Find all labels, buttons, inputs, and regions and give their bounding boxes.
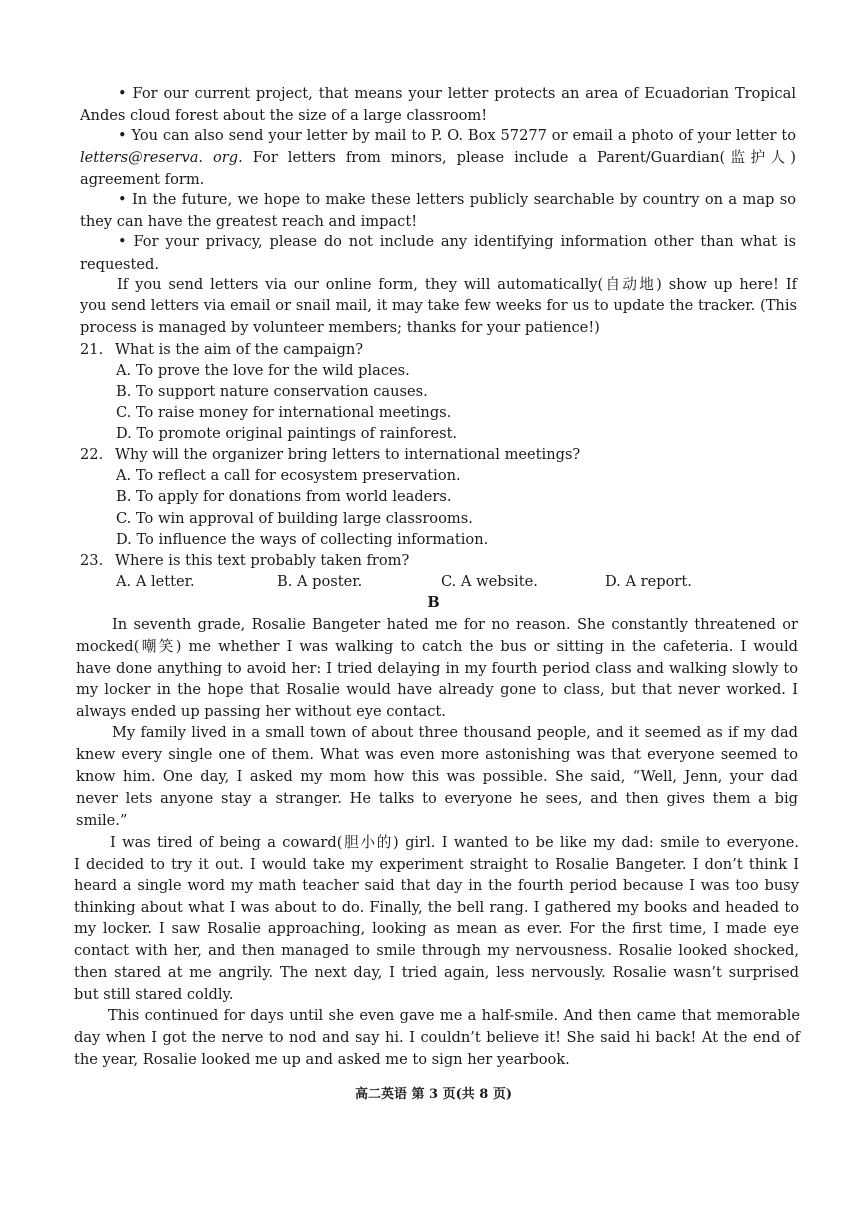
passage-line: heard a single word my math teacher said that day in the fourth period because I was too busy [74,877,799,894]
option-a: A. To prove the love for the wild places. [116,362,410,379]
passage-line: My family lived in a small town of about three thousand people, and it seemed as if my dad [112,724,798,741]
passage-line: my locker. I saw Rosalie approaching, looking as mean as ever. For the first time, I made eye [74,920,799,937]
passage-line: knew every single one of them. What was even more astonishing was that everyone seemed to [76,746,798,763]
question-text: Why will the organizer bring letters to international meetings? [115,446,581,463]
option-a: A. To reflect a call for ecosystem preservation. [116,467,461,484]
email-address: letters@reserva. org. [80,149,243,166]
tracker-note-line-2: you send letters via email or snail mail, it may take few weeks for us to update the tracker. (This [80,297,797,314]
bullet-1-line-2: Andes cloud forest about the size of a large classroom! [80,107,488,124]
question-number: 23. [80,552,104,569]
bullet-4-line-1: • For your privacy, please do not include any identifying information other than what is [118,233,796,250]
bullet-3-line-1: • In the future, we hope to make these letters publicly searchable by country on a map so [118,191,796,208]
tracker-note-line-3: process is managed by volunteer members; thanks for your patience!) [80,319,600,336]
option-b: B. To support nature conservation causes. [116,383,428,400]
bullet-3-line-2: they can have the greatest reach and impact! [80,213,418,230]
bullet-4-line-2: requested. [80,256,159,273]
passage-line: then stared at me angrily. The next day, I tried again, less nervously. Rosalie wasn’t surprised [74,964,799,981]
passage-line: contact with her, and then managed to smile through my nervousness. Rosalie looked shocked, [74,942,799,959]
tracker-note-line-1: If you send letters via our online form, they will automatically(自动地) show up here! If [117,276,797,293]
option-c: C. A website. [441,573,538,590]
passage-line: the year, Rosalie looked me up and asked me to sign her yearbook. [74,1051,570,1068]
option-b: B. To apply for donations from world leaders. [116,488,452,505]
bullet-2-line-1: • You can also send your letter by mail to P. O. Box 57277 or email a photo of your letter to [118,127,796,144]
bullet-2-line-2-text: For letters from minors, please include a Parent/Guardian(监护人) [242,149,796,166]
question-number: 21. [80,341,104,358]
option-a: A. A letter. [116,573,195,590]
passage-line: have done anything to avoid her: I tried delaying in my fourth period class and walking slowly to [76,660,798,677]
passage-line: I decided to try it out. I would take my experiment straight to Rosalie Bangeter. I don’t think I [74,856,799,873]
passage-line: thinking about what I was about to do. Finally, the bell rang. I gathered my books and headed to [74,899,799,916]
option-c: C. To raise money for international meetings. [116,404,452,421]
passage-line: day when I got the nerve to nod and say hi. I couldn’t believe it! She said hi back! At the end of [74,1029,800,1046]
passage-line: mocked(嘲笑) me whether I was walking to catch the bus or sitting in the cafeteria. I would [76,638,798,655]
option-d: D. To promote original paintings of rainforest. [116,425,458,442]
passage-line: This continued for days until she even gave me a half-smile. And then came that memorable [108,1007,800,1024]
question-text: Where is this text probably taken from? [115,552,410,569]
passage-line: never lets anyone stay a stranger. He talks to everyone he sees, and then gives them a big [76,790,798,807]
bullet-2-line-2 [80,149,796,167]
option-d: D. A report. [605,573,692,590]
option-c: C. To win approval of building large classrooms. [116,510,473,527]
passage-line: smile.” [76,812,128,829]
option-b: B. A poster. [277,573,363,590]
passage-line: always ended up passing her without eye contact. [76,703,446,720]
page-footer: 高二英语 第 3 页(共 8 页) [354,1087,513,1102]
option-d: D. To influence the ways of collecting information. [116,531,489,548]
bullet-2-line-3: agreement form. [80,171,205,188]
passage-line: my locker in the hope that Rosalie would have already gone to class, but that never worked. I [76,681,798,698]
passage-line: but still stared coldly. [74,986,234,1003]
section-heading-b: B [427,594,440,611]
bullet-1-line-1: • For our current project, that means your letter protects an area of Ecuadorian Tropical [118,85,796,102]
passage-line: In seventh grade, Rosalie Bangeter hated me for no reason. She constantly threatened or [112,616,798,633]
passage-line: I was tired of being a coward(胆小的) girl. I wanted to be like my dad: smile to everyone. [110,834,799,851]
question-text: What is the aim of the campaign? [115,341,364,358]
passage-line: know him. One day, I asked my mom how this was possible. She said, “Well, Jenn, your dad [76,768,798,785]
question-number: 22. [80,446,104,463]
